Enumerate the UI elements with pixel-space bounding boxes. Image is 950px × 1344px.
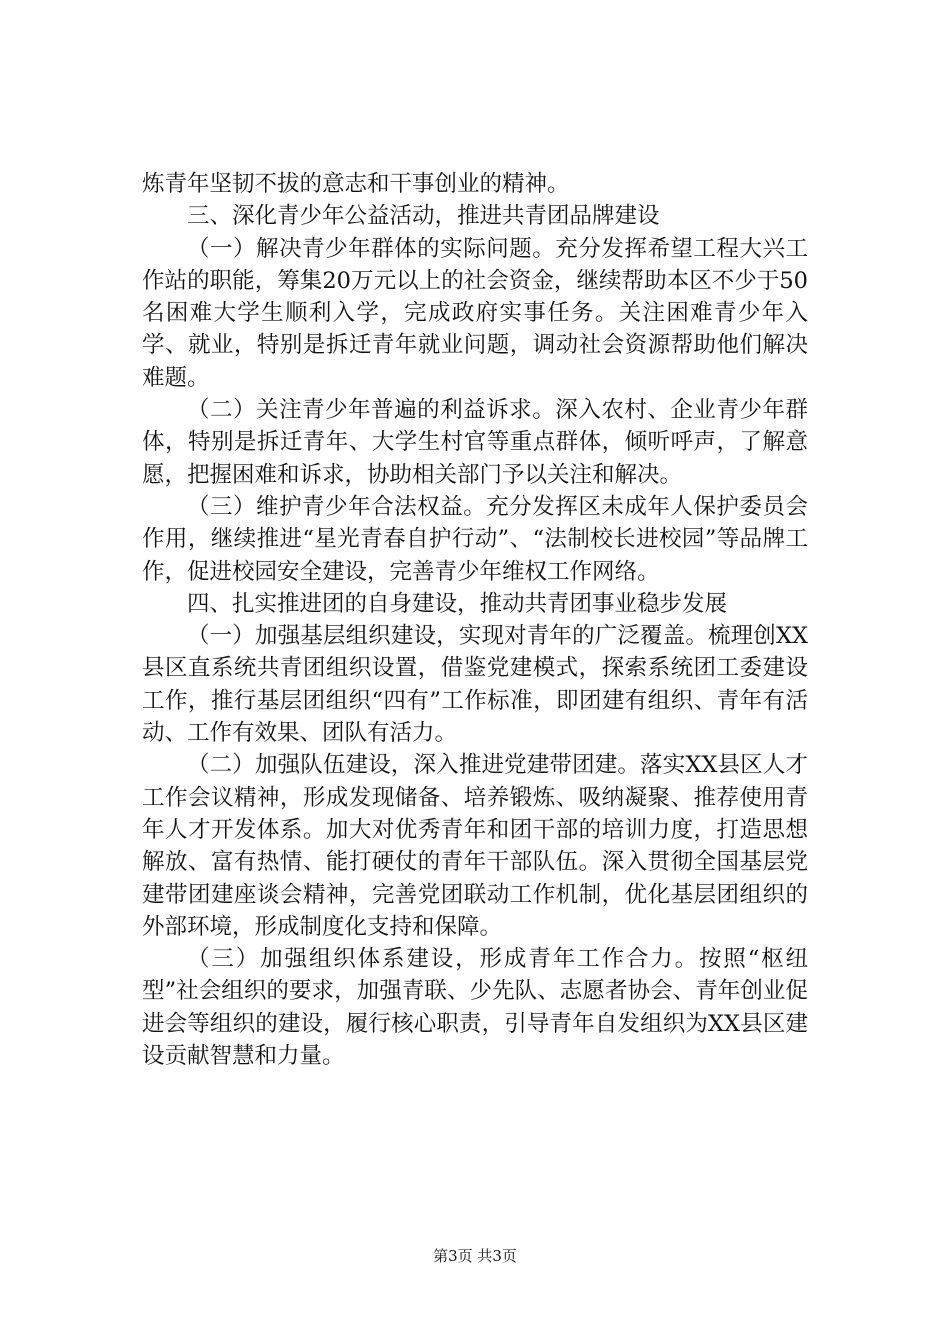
paragraph-4-2: （二）加强队伍建设，深入推进党建带团建。落实XX县区人才工作会议精神，形成发现储备、培养锻炼、吸纳凝聚、推荐使用青年人才开发体系。加大对优秀青年和团干部的培训力度，打造思想解放、富有热情、能打硬仗的青年干部队伍。深入贯彻全国基层党建带团建座谈会精神，完善党团联动工作机制，优化基层团组织的外部环境，形成制度化支持和保障。: [142, 752, 808, 940]
paragraph-continuation: 炼青年坚韧不拔的意志和干事创业的精神。: [142, 171, 570, 197]
paragraph-3-2: （二）关注青少年普遍的利益诉求。深入农村、企业青少年群体，特别是拆迁青年、大学生村官等重点群体，倾听呼声，了解意愿，把握困难和诉求，协助相关部门予以关注和解决。: [142, 397, 808, 488]
paragraph-3-1: （一）解决青少年群体的实际问题。充分发挥希望工程大兴工作站的职能，筹集20万元以上的社会资金，继续帮助本区不少于50名困难大学生顺利入学，完成政府实事任务。关注困难青少年入学、就业，特别是拆迁青年就业问题，调动社会资源帮助他们解决难题。: [142, 235, 808, 391]
paragraph-3-3: （三）维护青少年合法权益。充分发挥区未成年人保护委员会作用，继续推进“星光青春自护行动”、“法制校长进校园”等品牌工作，促进校园安全建设，完善青少年维权工作网络。: [142, 493, 808, 585]
paragraph-4-1: （一）加强基层组织建设，实现对青年的广泛覆盖。梳理创XX县区直系统共青团组织设置，借鉴党建模式，探索系统团工委建设工作，推行基层团组织“四有”工作标准，即团建有组织、青年有活动、工作有效果、团队有活力。: [142, 623, 808, 747]
document-body: [142, 168, 808, 1072]
paragraph-4-3: （三）加强组织体系建设，形成青年工作合力。按照“枢纽型”社会组织的要求，加强青联、少先队、志愿者协会、青年创业促进会等组织的建设，履行核心职责，引导青年自发组织为XX县区建设贡献智慧和力量。: [142, 946, 808, 1070]
section-heading-4: 四、扎实推进团的自身建设，推动共青团事业稳步发展: [187, 590, 728, 617]
page-footer: 第3页 共3页: [433, 1247, 517, 1265]
section-heading-3: 三、深化青少年公益活动，推进共青团品牌建设: [187, 203, 660, 230]
